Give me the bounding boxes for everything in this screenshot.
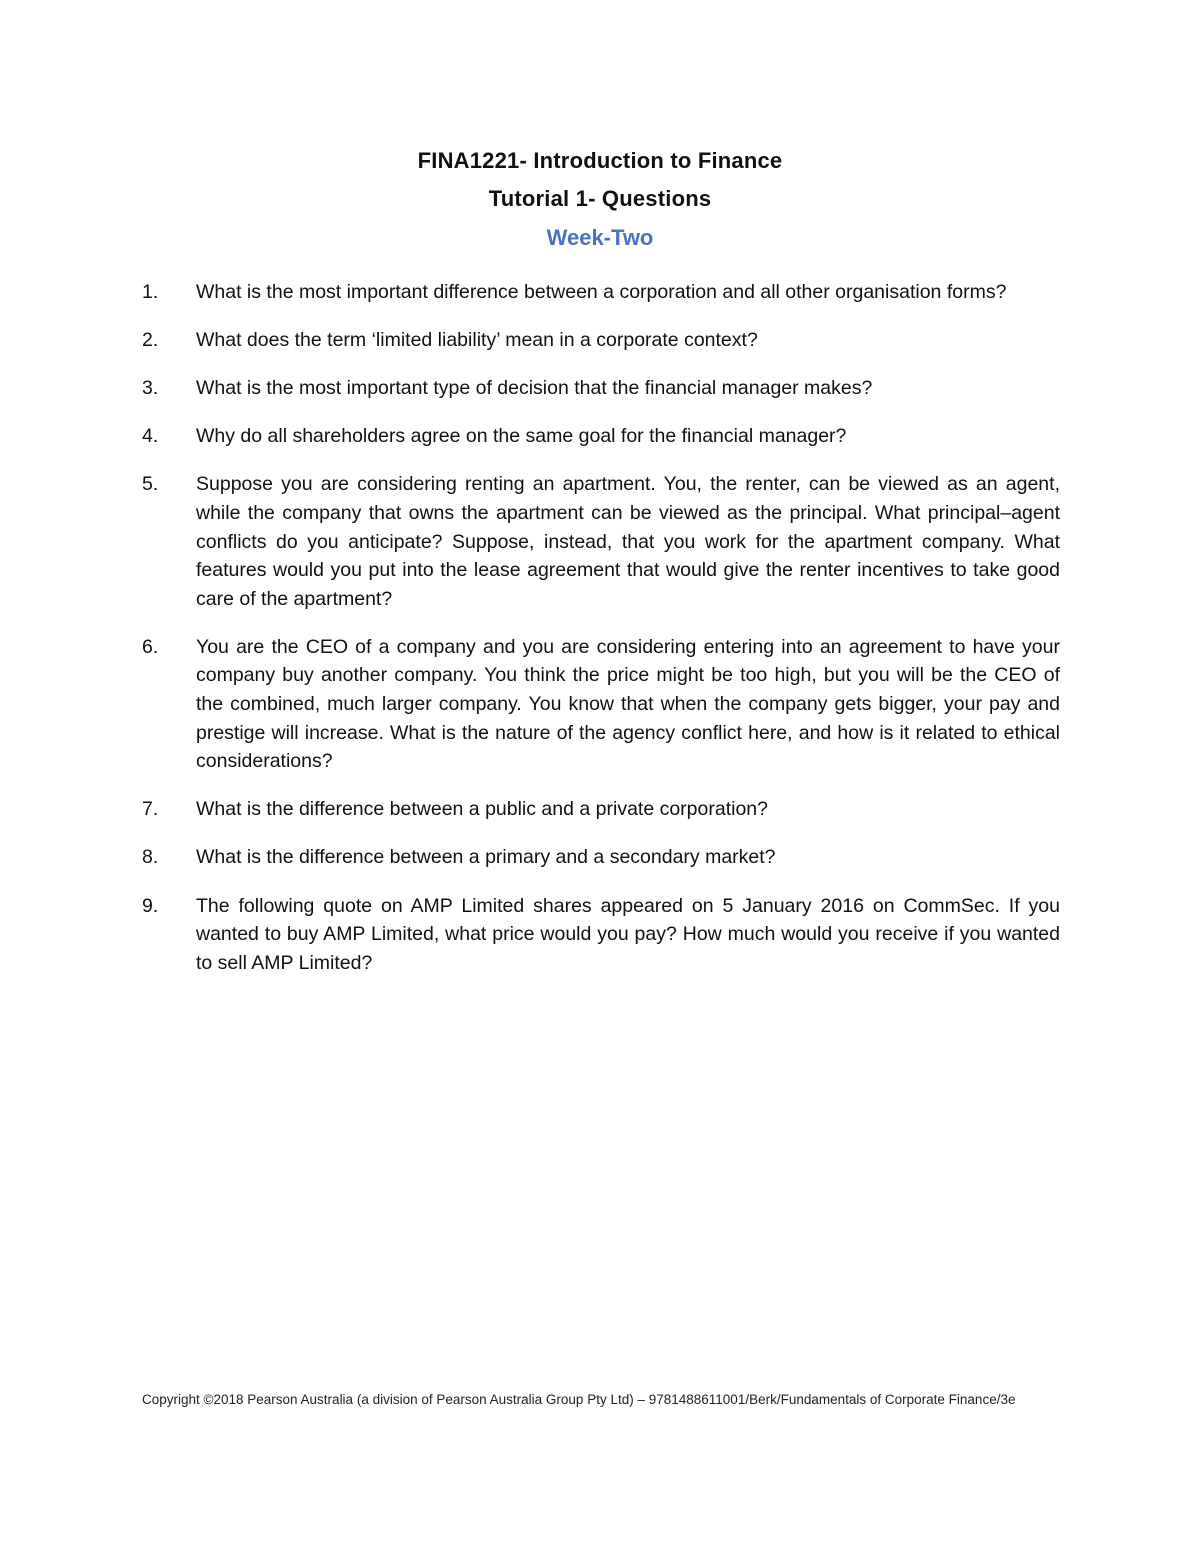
question-number: 4.: [142, 425, 159, 448]
course-title: FINA1221- Introduction to Finance: [417, 148, 783, 173]
question-text: Why do all shareholders agree on the same goal for the financial manager?: [196, 425, 847, 448]
question-list: [142, 278, 1060, 997]
question-text: The following quote on AMP Limited shares appeared on 5 January 2016 on CommSec. If you wanted to buy AMP Limited, what price would you pay? How much would you receive if you wanted to sell AMP Limited?: [196, 894, 1060, 974]
question-number: 8.: [142, 846, 159, 869]
question-item: [142, 843, 1060, 872]
question-item: [142, 892, 1060, 978]
question-text: What is the most important type of decision that the financial manager makes?: [196, 377, 873, 400]
week-label: Week-Two: [546, 225, 654, 250]
question-text: What is the most important difference between a corporation and all other organisation forms?: [196, 281, 1007, 303]
question-number: 9.: [142, 894, 159, 917]
question-number: 1.: [142, 281, 159, 303]
question-number: 2.: [142, 329, 159, 352]
question-item: [142, 326, 1060, 355]
question-number: 7.: [142, 798, 159, 821]
question-item: [142, 795, 1060, 824]
question-number: 3.: [142, 377, 159, 400]
question-text: What is the difference between a primary and a secondary market?: [196, 846, 776, 869]
question-text: Suppose you are considering renting an apartment. You, the renter, can be viewed as an agent, while the company that owns the apartment can be viewed as the principal. What principal–agent conflicts do you anticipate? Suppose, instead, that you work for the apartment company. What features would you put into the lease agreement that would give the renter incentives to take good care of the apartment?: [196, 473, 1060, 610]
question-number: 5.: [142, 473, 159, 496]
question-item: [142, 278, 1060, 307]
question-text: You are the CEO of a company and you are considering entering into an agreement to have your company buy another company. You think the price might be too high, but you will be the CEO of the combined, much larger company. You know that when the company gets bigger, your pay and prestige will increase. What is the nature of the agency conflict here, and how is it related to ethical considerations?: [196, 635, 1060, 773]
question-text: What is the difference between a public and a private corporation?: [196, 798, 768, 821]
title-block: [0, 142, 1200, 258]
question-item: [142, 633, 1060, 776]
question-number: 6.: [142, 635, 159, 658]
question-item: [142, 374, 1060, 403]
question-item: [142, 422, 1060, 451]
question-item: [142, 470, 1060, 613]
question-text: What does the term ‘limited liability’ mean in a corporate context?: [196, 329, 758, 352]
tutorial-subtitle: Tutorial 1- Questions: [488, 186, 712, 211]
copyright-footer: Copyright ©2018 Pearson Australia (a division of Pearson Australia Group Pty Ltd) – 9781488611001/Berk/Fundamentals of Corporate Finance/3e: [142, 1392, 1016, 1407]
